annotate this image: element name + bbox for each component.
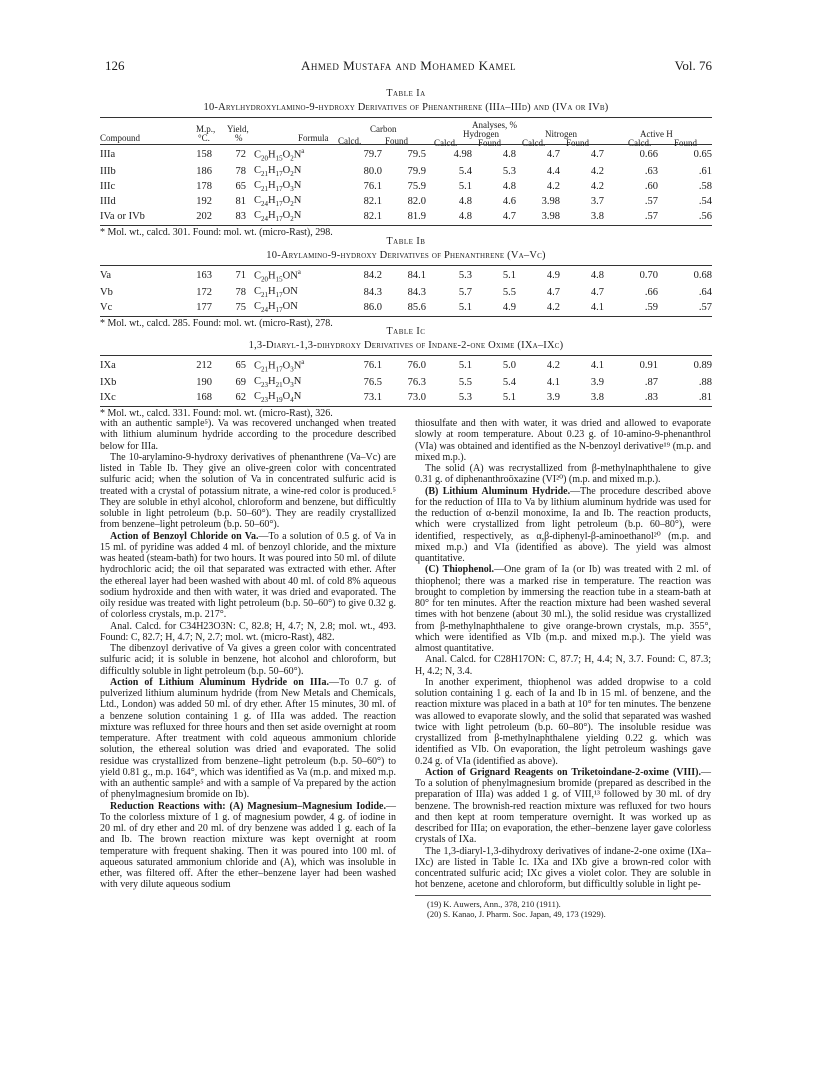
cell-carbon-found: 81.9 [407, 211, 426, 223]
cell-carbon-found: 84.3 [407, 287, 426, 299]
table-ic-label: Table Ic [386, 326, 426, 337]
table-ia-title: 10-Arylhydroxylamino-9-hydroxy Derivatives of Phenanthrene (IIIa–IIId) and (IVa or IVb) [203, 102, 609, 113]
section-heading: Action of Grignard Reagents on Triketoindane-2-oxime (VIII). [425, 766, 701, 778]
cell-carbon-found: 84.1 [407, 269, 426, 281]
cell-nitrogen-calcd: 4.2 [546, 302, 560, 314]
cell-nitrogen-calcd: 4.4 [546, 166, 560, 178]
cell-active-h-calcd: .57 [644, 196, 658, 208]
cell-carbon-found: 76.0 [407, 359, 426, 371]
cell-hydrogen-calcd: 4.8 [458, 196, 472, 208]
cell-hydrogen-calcd: 5.7 [458, 287, 472, 299]
cell-active-h-found: .64 [698, 287, 712, 299]
cell-mp: 172 [196, 287, 212, 299]
cell-carbon-calcd: 84.2 [363, 269, 382, 281]
table-ib-label: Table Ib [386, 236, 426, 247]
cell-compound: IIIc [100, 181, 116, 193]
cell-formula: $C_{21}H_{17}O_3N^a$ [254, 358, 305, 374]
cell-hydrogen-calcd: 5.1 [458, 181, 472, 193]
cell-nitrogen-found: 3.8 [590, 392, 604, 404]
cell-nitrogen-calcd: 4.1 [546, 377, 560, 389]
cell-hydrogen-found: 5.0 [502, 359, 516, 371]
cell-nitrogen-calcd: 3.98 [541, 196, 560, 208]
left-paragraph: Anal. Calcd. for C34H23O3N: C, 82.8; H, 4.7; N, 2.8; mol. wt., 493. Found: C, 82.7; H, 4.7; N, 2.7; mol. wt. (micro-Rast), 482. [100, 620, 396, 643]
cell-hydrogen-calcd: 5.5 [458, 377, 472, 389]
section-heading: Action of Benzoyl Chloride on Va. [110, 530, 259, 542]
cell-hydrogen-calcd: 5.4 [458, 166, 472, 178]
cell-hydrogen-found: 4.8 [502, 181, 516, 193]
cell-active-h-found: .58 [698, 181, 712, 193]
table-bottom-rule [100, 316, 712, 317]
cell-carbon-found: 85.6 [407, 302, 426, 314]
cell-mp: 186 [196, 166, 212, 178]
cell-carbon-calcd: 76.1 [363, 359, 382, 371]
running-title: Ahmed Mustafa and Mohamed Kamel [300, 58, 516, 73]
cell-carbon-found: 76.3 [407, 377, 426, 389]
section-heading: (C) Thiophenol. [425, 564, 495, 576]
cell-mp: 178 [196, 181, 212, 193]
cell-carbon-calcd: 76.5 [363, 377, 382, 389]
cell-carbon-found: 79.9 [407, 166, 426, 178]
cell-carbon-found: 75.9 [407, 181, 426, 193]
carbon-calcd-header: Calcd. [338, 136, 362, 146]
cell-carbon-calcd: 80.0 [363, 166, 382, 178]
table-ia-footnote: * Mol. wt., calcd. 301. Found: mol. wt. (micro-Rast), 298. [100, 226, 333, 238]
reference-item: (19) K. Auwers, Ann., 378, 210 (1911). [427, 898, 561, 909]
cell-active-h-found: .61 [698, 166, 712, 178]
cell-active-h-calcd: 0.91 [639, 359, 658, 371]
section-heading: (B) Lithium Aluminum Hydride. [425, 485, 571, 497]
cell-carbon-found: 73.0 [407, 392, 426, 404]
cell-mp: 190 [196, 377, 212, 389]
right-column-paragraphs [415, 418, 711, 891]
cell-compound: Va [100, 269, 112, 281]
cell-active-h-found: .88 [698, 377, 712, 389]
cell-nitrogen-found: 4.2 [590, 181, 604, 193]
analyses-header: Analyses, % [472, 120, 517, 130]
cell-formula: $C_{20}H_{15}ON^a$ [254, 268, 301, 284]
table-row [100, 145, 712, 165]
cell-mp: 192 [196, 196, 212, 208]
cell-yield: 72 [235, 148, 246, 160]
cell-yield: 62 [235, 392, 246, 404]
cell-hydrogen-found: 4.9 [502, 302, 516, 314]
cell-yield: 83 [235, 211, 246, 223]
table-ib-body [100, 266, 712, 316]
cell-hydrogen-calcd: 5.3 [458, 392, 472, 404]
left-paragraph: Action of Lithium Aluminum Hydride on IIIa.—To 0.7 g. of pulverized lithium aluminum hydride (from New Metals and Chemicals, Ltd., London) was added 50 ml. of dry ether. After 15 minutes, 30 ml. of a benzene solution containing 1 g. of IIIa was added. The reaction mixture was refluxed for three hours and then set aside overnight at room temperature. After treatment with cold aqueous ammonium chloride solution, the ethereal solution was dried and evaporated. The solid residue was crystallized from benzene–light petroleum (b.p. 50–60°) to yield 0.81 g., m.p. 164°, which was identified as Va (m.p. and mixed m.p. with an authentic sample⁵ and with a sample of Va prepared by the action of phenylmagnesium bromide on Ib). [100, 676, 396, 801]
formula-header: Formula [298, 133, 329, 143]
active-h-header: Active H [640, 129, 673, 139]
left-paragraph: The 10-arylamino-9-hydroxy derivatives of phenanthrene (Va–Vc) are listed in Table Ib. They give an olive-green color with concentrated sulfuric acid; when the solution of Va in concentrated sulfuric acid is treated with a crystal of potassium nitrate, a wine-red color is produced.⁵ They are soluble in ethyl alcohol, chloroform and benzene, but difficultly soluble in light petroleum (b.p. 50–60°). They are readily crystallized from benzene–light petroleum (b.p. 50–60°). [100, 451, 396, 531]
page-number: 126 [105, 58, 125, 73]
left-text-column [100, 418, 396, 891]
cell-carbon-found: 82.0 [407, 196, 426, 208]
table-ib-title: 10-Arylamino-9-hydroxy Derivatives of Phenanthrene (Va–Vc) [266, 250, 546, 261]
table-row [100, 391, 712, 406]
right-paragraph: (B) Lithium Aluminum Hydride.—The procedure described above for the reduction of IIIa to Va by lithium aluminum hydride was used for the reduction of α-benzil monoxime, Ia and Ib. The reaction products, which were crystallized from light petroleum (b.p. 60–80°), were identified, respectively, as α,β-diphenyl-β-aminoethanol²⁰ (m.p. and mixed m.p.) and VIa (identified as above). The yield was almost quantitative. [415, 485, 711, 564]
table-row [100, 286, 712, 301]
carbon-header: Carbon [370, 124, 397, 134]
cell-compound: IXa [100, 359, 116, 371]
table-ia-label: Table Ia [386, 88, 426, 99]
table-bottom-rule [100, 225, 712, 226]
cell-mp: 177 [196, 302, 212, 314]
right-paragraph: In another experiment, thiophenol was added dropwise to a cold solution containing 1 g. each of Ia and Ib in 15 ml. of benzene, and the reaction mixture was placed in a bath at 10° for ten minutes. The benzene was allowed to evaporate slowly, and the solid that separated was washed twice with light petroleum (b.p. 60–80°). The insoluble residue was crystallized from β-methylnaphthalene yielding 0.22 g. which was identified as VIb. On evaporation, the light petroleum washings gave 0.24 g. of VIa (identified as above). [415, 676, 711, 767]
cell-hydrogen-found: 5.1 [502, 269, 516, 281]
cell-hydrogen-found: 5.3 [502, 166, 516, 178]
cell-nitrogen-found: 3.7 [590, 196, 604, 208]
cell-nitrogen-found: 3.9 [590, 377, 604, 389]
table-bottom-rule [100, 406, 712, 407]
table-ic-footnote: * Mol. wt., calcd. 331. Found: mol. wt. (micro-Rast), 326. [100, 407, 333, 419]
cell-yield: 71 [235, 269, 246, 281]
table-row [100, 195, 712, 210]
right-paragraph: The solid (A) was recrystallized from β-methylnaphthalene to give 0.31 g. of diphenanthroöxazine (VI²⁰) (m.p. and mixed m.p.). [415, 463, 711, 486]
cell-yield: 78 [235, 287, 246, 299]
table-ib-footnote: * Mol. wt., calcd. 285. Found: mol. wt. (micro-Rast), 278. [100, 317, 333, 329]
left-paragraph: The dibenzoyl derivative of Va gives a green color with concentrated sulfuric acid; it is soluble in benzene, hot alcohol and chloroform, but difficultly soluble in light petroleum (b.p. 50–60°). [100, 643, 396, 677]
cell-active-h-found: .54 [698, 196, 712, 208]
cell-hydrogen-calcd: 4.8 [458, 211, 472, 223]
reference-list [415, 895, 711, 919]
table-row [100, 301, 712, 316]
cell-active-h-found: 0.65 [693, 148, 712, 160]
table-ic [100, 326, 712, 420]
table-row [100, 356, 712, 376]
hydrogen-found-header: Found [478, 138, 502, 148]
cell-formula: $C_{21}H_{17}O_2N$ [254, 164, 302, 178]
cell-formula: $C_{23}H_{21}O_3N$ [254, 375, 302, 389]
cell-carbon-calcd: 76.1 [363, 181, 382, 193]
cell-nitrogen-found: 4.2 [590, 166, 604, 178]
cell-active-h-found: 0.89 [693, 359, 712, 371]
cell-hydrogen-found: 5.1 [502, 392, 516, 404]
cell-yield: 75 [235, 302, 246, 314]
cell-nitrogen-calcd: 3.9 [546, 392, 560, 404]
table-ia [100, 88, 712, 239]
carbon-found-header: Found [385, 136, 409, 146]
table-row [100, 266, 712, 286]
cell-nitrogen-calcd: 4.7 [546, 287, 560, 299]
cell-carbon-calcd: 82.1 [363, 196, 382, 208]
hydrogen-calcd-header: Calcd. [434, 138, 458, 148]
cell-hydrogen-found: 4.7 [502, 211, 516, 223]
page-header [105, 58, 712, 74]
reference-item: (20) S. Kanao, J. Pharm. Soc. Japan, 49, 173 (1929). [427, 908, 606, 919]
cell-carbon-calcd: 82.1 [363, 211, 382, 223]
cell-yield: 65 [235, 359, 246, 371]
cell-carbon-calcd: 84.3 [363, 287, 382, 299]
right-paragraph: thiosulfate and then with water, it was dried and allowed to evaporate slowly at room temperature. About 0.23 g. of 10-amino-9-phenanthrol (VIa) was obtained and identified as the N-benzoyl derivative¹⁹ (m.p. and mixed m.p.). [415, 418, 711, 463]
cell-active-h-calcd: .63 [644, 166, 658, 178]
cell-nitrogen-found: 4.1 [590, 302, 604, 314]
cell-hydrogen-found: 5.4 [502, 377, 516, 389]
cell-hydrogen-found: 4.6 [502, 196, 516, 208]
cell-nitrogen-calcd: 4.9 [546, 269, 560, 281]
cell-hydrogen-calcd: 4.98 [453, 148, 472, 160]
cell-active-h-found: .56 [698, 211, 712, 223]
table-ia-body [100, 145, 712, 225]
cell-nitrogen-calcd: 4.2 [546, 181, 560, 193]
cell-carbon-calcd: 79.7 [363, 148, 382, 160]
cell-active-h-found: .81 [698, 392, 712, 404]
cell-yield: 81 [235, 196, 246, 208]
cell-nitrogen-found: 4.7 [590, 287, 604, 299]
table-ia-header [100, 118, 712, 148]
mp-header: M.p., [196, 124, 216, 134]
cell-hydrogen-found: 5.5 [502, 287, 516, 299]
hydrogen-header: Hydrogen [463, 129, 499, 139]
nitrogen-header: Nitrogen [545, 129, 577, 139]
cell-formula: $C_{24}H_{17}O_2N$ [254, 194, 302, 208]
cell-carbon-calcd: 73.1 [363, 392, 382, 404]
nitrogen-found-header: Found [566, 138, 590, 148]
cell-active-h-calcd: .60 [644, 181, 658, 193]
cell-mp: 158 [196, 148, 212, 160]
cell-compound: IXb [100, 377, 117, 389]
cell-nitrogen-found: 3.8 [590, 211, 604, 223]
compound-header: Compound [100, 133, 141, 143]
cell-compound: Vc [100, 302, 113, 314]
cell-nitrogen-found: 4.7 [590, 148, 604, 160]
cell-active-h-found: 0.68 [693, 269, 712, 281]
cell-hydrogen-calcd: 5.1 [458, 302, 472, 314]
cell-active-h-calcd: .59 [644, 302, 658, 314]
volume-label: Vol. 76 [674, 58, 712, 73]
left-paragraph: with an authentic sample⁵). Va was recovered unchanged when treated with lithium aluminum hydride according to the procedure described below for IIIa. [100, 418, 396, 452]
table-row [100, 210, 712, 225]
cell-active-h-calcd: .87 [644, 377, 658, 389]
table-ib [100, 236, 712, 330]
cell-active-h-calcd: .57 [644, 211, 658, 223]
cell-nitrogen-calcd: 3.98 [541, 211, 560, 223]
active-h-calcd-header: Calcd. [628, 138, 652, 148]
table-row [100, 180, 712, 195]
left-paragraph: Reduction Reactions with: (A) Magnesium–Magnesium Iodide.—To the colorless mixture of 1 g. of magnesium powder, 4 g. of iodine in 20 ml. of dry ether and 20 ml. of dry benzene was added 1 g. each of Ia and Ib. The brown reaction mixture was kept overnight at room temperature with frequent shaking. Then it was poured into 100 ml. of aqueous saturated ammonium chloride and (A), which was insoluble in ether, was filtered off. After the ether–benzene layer had been washed with very dilute aqueous sodium [100, 800, 396, 891]
cell-formula: $C_{20}H_{15}O_2N^a$ [254, 147, 305, 163]
cell-yield: 78 [235, 166, 246, 178]
cell-mp: 168 [196, 392, 212, 404]
cell-hydrogen-found: 4.8 [502, 148, 516, 160]
cell-yield: 65 [235, 181, 246, 193]
cell-compound: IXc [100, 392, 116, 404]
cell-compound: Vb [100, 287, 113, 299]
cell-mp: 202 [196, 211, 212, 223]
cell-formula: $C_{21}H_{17}ON$ [254, 285, 298, 299]
right-text-column [415, 418, 711, 919]
nitrogen-calcd-header: Calcd. [522, 138, 546, 148]
table-row [100, 165, 712, 180]
cell-compound: IVa or IVb [100, 211, 145, 223]
cell-formula: $C_{24}H_{17}O_2N$ [254, 209, 302, 223]
section-heading: Action of Lithium Aluminum Hydride on IIIa. [110, 676, 330, 688]
table-ic-title: 1,3-Diaryl-1,3-dihydroxy Derivatives of Indane-2-one Oxime (IXa–IXc) [248, 340, 564, 351]
cell-compound: IIId [100, 196, 116, 208]
cell-mp: 212 [196, 359, 212, 371]
cell-compound: IIIb [100, 166, 116, 178]
right-paragraph: (C) Thiophenol.—One gram of Ia (or Ib) was treated with 2 ml. of thiophenol; there was a marked rise in temperature. The reaction was brought to completion by immersing the reaction tube in a steam-bath at 80° for ten minutes. After the reaction mixture had been washed several times with hot benzene (about 30 ml.), the solid residue was crystallized from β-methylnaphthalene to give orange-brown crystals, m.p. 355°, which were identified as VIb (m.p. and mixed m.p.). The yield was almost quantitative. [415, 564, 711, 654]
cell-hydrogen-calcd: 5.3 [458, 269, 472, 281]
right-paragraph: Anal. Calcd. for C28H17ON: C, 87.7; H, 4.4; N, 3.7. Found: C, 87.3; H, 4.2; N, 3.4. [415, 654, 711, 677]
cell-nitrogen-calcd: 4.2 [546, 359, 560, 371]
yield-unit-header: % [235, 133, 243, 143]
cell-formula: $C_{21}H_{17}O_3N$ [254, 179, 302, 193]
cell-active-h-calcd: .83 [644, 392, 658, 404]
active-h-found-header: Found [674, 138, 698, 148]
cell-carbon-found: 79.5 [407, 148, 426, 160]
right-paragraph: Action of Grignard Reagents on Triketoindane-2-oxime (VIII).—To a solution of phenylmagnesium bromide (prepared as described in the preparation of IIIa) was added 1 g. of VIII,¹³ followed by 30 ml. of dry benzene. The brownish-red reaction mixture was refluxed for two hours and then kept at room temperature overnight. It was worked up as described for IIIa; on evaporation, the ether–benzene layer gave colorless crystals of IXa. [415, 766, 711, 846]
right-paragraph: The 1,3-diaryl-1,3-dihydroxy derivatives of indane-2-one oxime (IXa–IXc) are listed in Table Ic. IXa and IXb give a brown-red color with concentrated sulfuric acid; IXc gives a violet color. They are soluble in hot benzene, acetone and chloroform, but difficultly soluble in light pe- [415, 845, 711, 891]
table-row [100, 376, 712, 391]
cell-formula: $C_{24}H_{17}ON$ [254, 300, 298, 314]
cell-carbon-calcd: 86.0 [363, 302, 382, 314]
cell-active-h-calcd: 0.66 [639, 148, 658, 160]
cell-active-h-calcd: 0.70 [639, 269, 658, 281]
cell-hydrogen-calcd: 5.1 [458, 359, 472, 371]
cell-nitrogen-found: 4.8 [590, 269, 604, 281]
left-paragraph: Action of Benzoyl Chloride on Va.—To a solution of 0.5 g. of Va in 15 ml. of pyridine was added 4 ml. of benzoyl chloride, and the mixture was heated (steam-bath) for two hours. It was poured into 50 ml. of dilute hydrochloric acid; the oil that separated was extracted with ether. After the ethereal layer had been washed with about 40 ml. of cold 8% aqueous sodium hydroxide and then with water, it was dried and evaporated. The oily residue was treated with light petroleum (b.p. 50–60°) to give 0.32 g. of colorless crystals, m.p. 217°. [100, 530, 396, 621]
section-heading: Reduction Reactions with: (A) Magnesium–Magnesium Iodide. [110, 800, 386, 812]
cell-mp: 163 [196, 269, 212, 281]
yield-header: Yield, [227, 124, 249, 134]
cell-formula: $C_{23}H_{19}O_4N$ [254, 390, 302, 404]
cell-yield: 69 [235, 377, 246, 389]
cell-active-h-calcd: .66 [644, 287, 658, 299]
cell-nitrogen-calcd: 4.7 [546, 148, 560, 160]
cell-active-h-found: .57 [698, 302, 712, 314]
table-ic-body [100, 356, 712, 406]
mp-unit-header: °C. [198, 133, 210, 143]
cell-nitrogen-found: 4.1 [590, 359, 604, 371]
cell-compound: IIIa [100, 148, 116, 160]
